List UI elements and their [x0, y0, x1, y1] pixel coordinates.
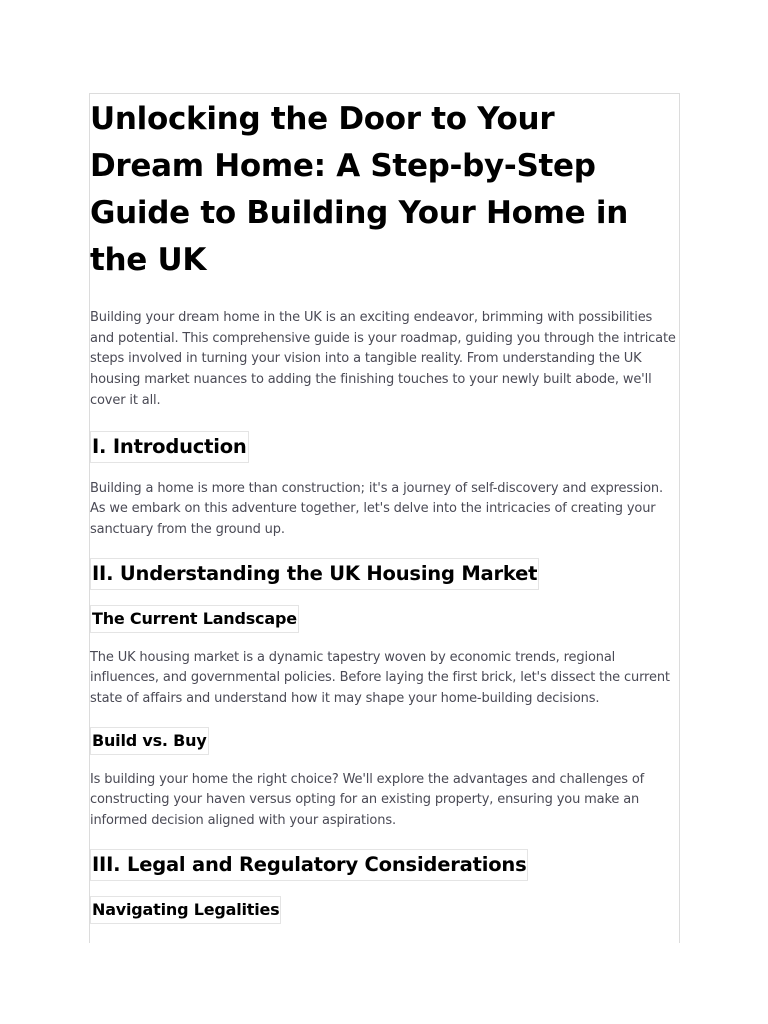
subsection-heading-current-landscape: The Current Landscape — [90, 605, 299, 633]
current-landscape-paragraph: The UK housing market is a dynamic tapestry woven by economic trends, regional influences, and governmental policies. Before laying the first brick, let's dissect the current state of affairs and understand how it may shape your home-building decisions. — [90, 649, 670, 707]
section-heading-introduction: I. Introduction — [90, 431, 249, 463]
subsection-heading-build-vs-buy: Build vs. Buy — [90, 727, 209, 755]
article-content — [90, 96, 678, 924]
subsection-heading-navigating-legalities: Navigating Legalities — [90, 896, 281, 924]
section-heading-housing-market: II. Understanding the UK Housing Market — [90, 558, 539, 590]
build-vs-buy-paragraph: Is building your home the right choice? We'll explore the advantages and challenges of constructing your haven versus opting for an existing property, ensuring you make an informed decision aligned with your aspirations. — [90, 771, 645, 829]
introduction-paragraph: Building a home is more than construction; it's a journey of self-discovery and expression. As we embark on this adventure together, let's delve into the intricacies of creating your sanctuary from the ground up. — [90, 480, 663, 537]
document-title: Unlocking the Door to Your Dream Home: A Step-by-Step Guide to Building Your Home in the UK — [90, 101, 628, 278]
intro-paragraph: Building your dream home in the UK is an exciting endeavor, brimming with possibilities and potential. This comprehensive guide is your roadmap, guiding you through the intricate steps involved in turning your vision into a tangible reality. From understanding the UK housing market nuances to adding the finishing touches to your newly built abode, we'll cover it all. — [90, 310, 676, 408]
section-heading-legal-regulatory: III. Legal and Regulatory Considerations — [90, 849, 528, 881]
